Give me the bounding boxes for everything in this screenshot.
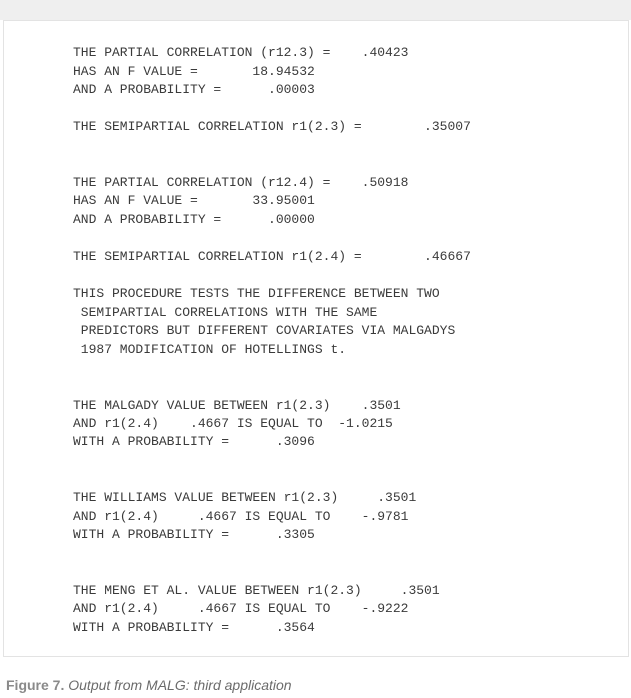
williams-result-line: AND r1(2.4) .4667 IS EQUAL TO -.9781	[73, 509, 409, 524]
figure-caption-text: Output from MALG: third application	[68, 677, 292, 693]
semipartial-corr-r1-2-4-line: THE SEMIPARTIAL CORRELATION r1(2.4) = .46667	[73, 249, 471, 264]
procedure-description-line-3: PREDICTORS BUT DIFFERENT COVARIATES VIA MALGADYS	[73, 323, 456, 338]
malgady-value-line: THE MALGADY VALUE BETWEEN r1(2.3) .3501	[73, 398, 401, 413]
williams-value-line: THE WILLIAMS VALUE BETWEEN r1(2.3) .3501	[73, 490, 417, 505]
f-value-line-1: HAS AN F VALUE = 18.94532	[73, 64, 315, 79]
probability-line-1: AND A PROBABILITY = .00003	[73, 82, 315, 97]
malgady-result-line: AND r1(2.4) .4667 IS EQUAL TO -1.0215	[73, 416, 393, 431]
f-value-line-2: HAS AN F VALUE = 33.95001	[73, 193, 315, 208]
procedure-description-line-4: 1987 MODIFICATION OF HOTELLINGS t.	[73, 342, 347, 357]
malgady-probability-line: WITH A PROBABILITY = .3096	[73, 434, 315, 449]
williams-probability-line: WITH A PROBABILITY = .3305	[73, 527, 315, 542]
meng-value-line: THE MENG ET AL. VALUE BETWEEN r1(2.3) .3501	[73, 583, 440, 598]
meng-probability-line: WITH A PROBABILITY = .3564	[73, 620, 315, 635]
procedure-description-line-2: SEMIPARTIAL CORRELATIONS WITH THE SAME	[73, 305, 378, 320]
meng-result-line: AND r1(2.4) .4667 IS EQUAL TO -.9222	[73, 601, 409, 616]
procedure-description-line-1: THIS PROCEDURE TESTS THE DIFFERENCE BETWEEN TWO	[73, 286, 440, 301]
figure-caption	[6, 676, 292, 694]
partial-corr-r12-4-line: THE PARTIAL CORRELATION (r12.4) = .50918	[73, 175, 409, 190]
top-band	[0, 0, 631, 20]
figure-caption-label: Figure 7.	[6, 677, 65, 693]
partial-corr-r12-3-line: THE PARTIAL CORRELATION (r12.3) = .40423	[73, 45, 409, 60]
probability-line-2: AND A PROBABILITY = .00000	[73, 212, 315, 227]
semipartial-corr-r1-2-3-line: THE SEMIPARTIAL CORRELATION r1(2.3) = .35007	[73, 119, 471, 134]
